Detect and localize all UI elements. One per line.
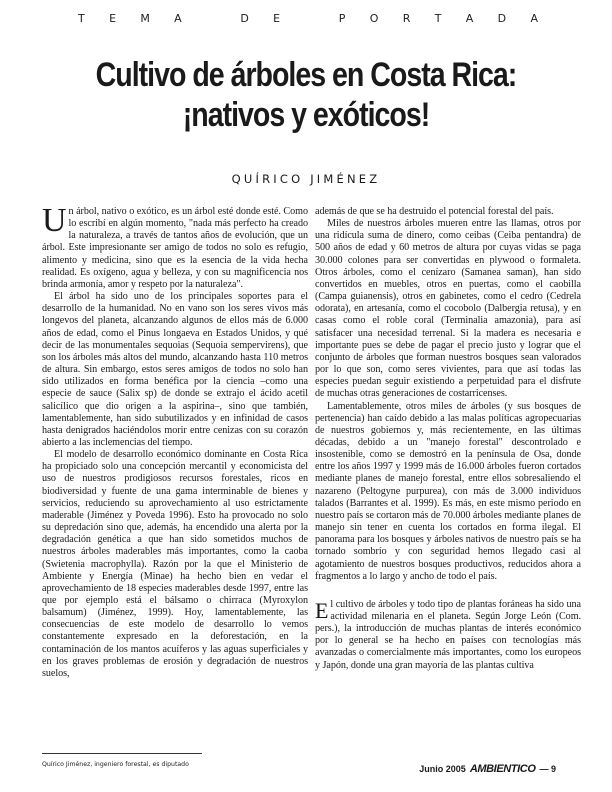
paragraph (315, 599, 581, 672)
title-line-1: Cultivo de árboles en Costa Rica: (95, 56, 517, 94)
section-letter: P (338, 12, 346, 25)
section-label (78, 12, 538, 25)
paragraph: El modelo de desarrollo económico dominante en Costa Rica ha propiciado solo una concepción mercantil y economicista del uso de nuestros prodigiosos recursos forestales, ricos en biodiversidad y fuente de una gama interminable de bienes y servicios, reduciendo su aprovechamiento al uso estrictamente maderable (Jiménez y Poveda 1996). Esto ha provocado no solo su depredación sino que, además, ha encendido una alerta por la degradación genética a que han sido sometidos muchos de nuestros árboles maderables más importantes, como la caoba (Swietenia macrophylla). Razón por la que el Ministerio de Ambiente y Energía (Minae) ha hecho bien en vedar el aprovechamiento de 18 especies maderables desde 1997, entre las que por ejemplo está el bálsamo o chirraca (Myroxylon balsamum) (Jiménez, 1999). Hoy, lamentablemente, las consecuencias de este modelo de desarrollo lo vemos constantemente expresado en la deforestación, en la contaminación de los mantos acuíferos y las aguas superficiales y en los graves problemas de erosión y degradación de nuestros suelos, (42, 449, 308, 679)
author-name: QUÍRICO JIMÉNEZ (231, 172, 381, 186)
section-letter: A (174, 12, 182, 25)
paragraph: además de que se ha destruido el potencial forestal del país. (315, 206, 554, 217)
section-letter: T (78, 12, 85, 25)
page-footer (419, 763, 556, 775)
drop-cap: E (315, 597, 329, 623)
section-letter: A (465, 12, 474, 25)
left-column (42, 206, 308, 751)
paragraph (42, 206, 308, 291)
footnote-rule (42, 753, 202, 754)
section-letter: E (109, 12, 117, 25)
issue-date: Junio 2005 (419, 764, 466, 774)
section-letter: D (240, 12, 249, 25)
paragraph-text: l cultivo de árboles y todo tipo de plantas foráneas ha sido una actividad milenaria en el planeta. Según Jorge León (Com. pers.), la introducción de muchas plantas de interés económico por lo general se ha hecho en países con tecnologías más avanzadas o comercialmente más importantes, como los europeos y Japón, donde una gran mayoría de las plantas cultiva (315, 598, 581, 671)
paragraph: Miles de nuestros árboles mueren entre las llamas, otros por una ridícula suma de dinero, como ceibas (Ceiba pentandra) de 500 años de edad y 60 metros de altura por cuyas vidas se paga 30.000 colones para ser convertidas en plywood o formaleta. Otros árboles, como el cenízaro (Samanea saman), han sido convertidos en muebles, otros en puertas, como el caobilla (Campa guianensis), otros en gabinetes, como el cedro (Cedrela odorata), en artesanía, como el cocobolo (Dalbergia retusa), y en casas como el roble coral (Terminalia amazonia), para así satisfacer una necesidad terrenal. Si la madera es necesaria e importante pues se debe de pagar el precio justo y lograr que el conjunto de árboles que forman nuestros bosques sean valorados por lo que son, como seres vivientes, para que así todas las especies puedan seguir existiendo a perpetuidad para el disfrute de muchas otras generaciones de costarricenses. (315, 218, 581, 400)
page-number: — 9 (539, 764, 556, 774)
paragraph: El árbol ha sido uno de los principales soportes para el desarrollo de la humanidad. No en vano son los seres vivos más longevos del planeta, alcanzando algunos de ellos más de 6.000 años de edad, como el Pinus longaeva en Estados Unidos, y qué decir de las monumentales sequoias (Sequoia sempervirens), que son los árboles más altos del mundo, alcanzando hasta 110 metros de altura. Sin embargo, estos seres amigos de todos no solo han sido utilizados en forma benéfica por la ciencia –como una especie de sauce (Salix sp) de donde se extrajo el ácido acetil salicílico que dio origen a la aspirina–, sino que también, lamentablemente, han sido subutilizados y en infinidad de casos hasta denigrados haciéndolos morir entre cenizas con su corazón abierto a las inclemencias del tiempo. (42, 291, 308, 448)
magazine-logo: AMBIENTICO (469, 763, 536, 775)
paragraph: Lamentablemente, otros miles de árboles (y sus bosques de pertenencia) han caído debido a las malas políticas agropecuarias de nuestros gobiernos y, más recientemente, en las últimas décadas, debido a un "manejo forestal" descontrolado e insostenible, como se demostró en la península de Osa, donde entre los años 1997 y 1999 más de 16.000 árboles fueron cortados mediante planes de manejo forestal, entre ellos sobresaliendo el nazareno (Peltogyne purpurea), con más de 3.000 individuos talados (Barrantes et al. 1999). Es más, en este mismo periodo en nuestro país se cortaron más de 70.000 árboles mediante planes de manejo sin tener en cuenta los cortados en forma ilegal. El panorama para los bosques y árboles nativos de nuestro país se ha tornado sombrío y con seguridad hemos llegado casi al agotamiento de nuestros bosques productivos, reducidos ahora a fragmentos a lo largo y ancho de todo el país. (315, 400, 581, 582)
right-column (315, 206, 581, 772)
section-letter: E (273, 12, 281, 25)
section-letter: T (434, 12, 442, 25)
footnote: Quírico Jiménez, ingeniero forestal, es diputado (42, 761, 189, 768)
section-letter: O (369, 12, 379, 25)
article-title (83, 55, 530, 135)
paragraph-text: n árbol, nativo o exótico, es un árbol esté donde esté. Como lo escribí en algún momento, "nada más perfecto ha creado la naturaleza, a través de tantos años de evolución, que un árbol. Este impresionante ser amigo de todos no solo es refugio, alimento y medicina, sino que es la esencia de la vida hecha realidad. Es oxígeno, agua y belleza, y con su magnificencia nos brinda armonía, amor y respeto por la naturaleza". (42, 206, 308, 290)
section-letter: D (497, 12, 507, 25)
section-letter: M (140, 12, 150, 25)
drop-cap: U (42, 206, 67, 239)
title-line-2: ¡nativos y exóticos! (182, 96, 430, 134)
section-letter: A (530, 12, 538, 25)
section-letter: R (402, 12, 411, 25)
